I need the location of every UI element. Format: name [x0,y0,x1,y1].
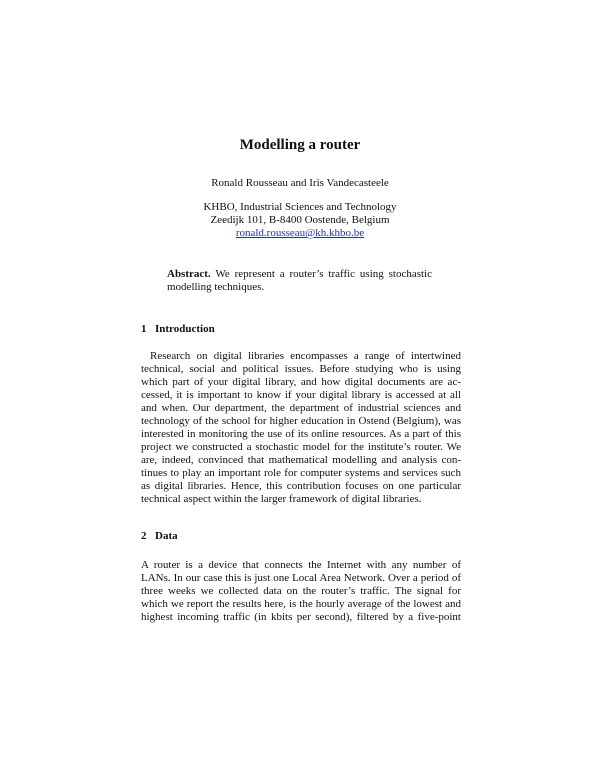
section-number: 2 [141,530,147,542]
text-line: A router is a device that connects the Internet with any number of [141,559,461,571]
section-heading-data [141,530,461,543]
text-line: LANs. In our case this is just one Local Area Network. Over a period of [141,572,461,584]
affiliation-line: Zeedijk 101, B-8400 Oostende, Belgium [210,214,390,226]
text-line: which we report the results here, is the hourly average of the lowest and [141,598,461,610]
text-line: and when. Our department, the department of industrial sciences and [141,402,461,414]
section-number: 1 [141,323,147,335]
text-line: as digital libraries. Hence, this contribution focuses on one particular [141,480,461,492]
text-line: highest incoming traffic (in kbits per second), filtered by a five-point [141,611,461,623]
email-link[interactable]: ronald.rousseau@kh.khbo.be [235,227,365,239]
affiliation-block [0,201,600,240]
text-line: technical aspect within the larger framework of digital libraries. [141,493,422,505]
introduction-paragraph [141,350,461,506]
section-heading-introduction [141,323,461,336]
text-line: technical, social and political issues. Before studying who is using [141,363,461,375]
paper-title: Modelling a router [239,137,361,153]
author-list: Ronald Rousseau and Iris Vandecasteele [211,177,389,189]
section-title: Data [155,530,178,542]
text-line: interested in monitoring the use of its online resources. As a part of this [141,428,461,440]
text-line: project we constructed a stochastic model for the institute’s router. We [141,441,461,453]
text-line: technology of the school for higher education in Ostend (Belgium), was [141,415,461,427]
abstract [167,268,432,294]
text-line: tinues to play an important role for computer systems and services such [141,467,461,479]
text-line: cessed, it is important to know if your digital library is accessed at all [141,389,461,401]
abstract-text: We represent a router’s traffic using stochastic modelling techniques. [167,268,432,293]
abstract-label: Abstract. [167,268,211,280]
section-title: Introduction [155,323,215,335]
text-line: three weeks we collected data on the router’s traffic. The signal for [141,585,461,597]
data-paragraph [141,559,461,624]
affiliation-line: KHBO, Industrial Sciences and Technology [203,201,397,213]
text-line: Research on digital libraries encompasses a range of intertwined [150,350,461,362]
text-line: which part of your digital library, and how digital documents are ac- [141,376,461,388]
text-line: are, indeed, convinced that mathematical modelling and analysis con- [141,454,461,466]
